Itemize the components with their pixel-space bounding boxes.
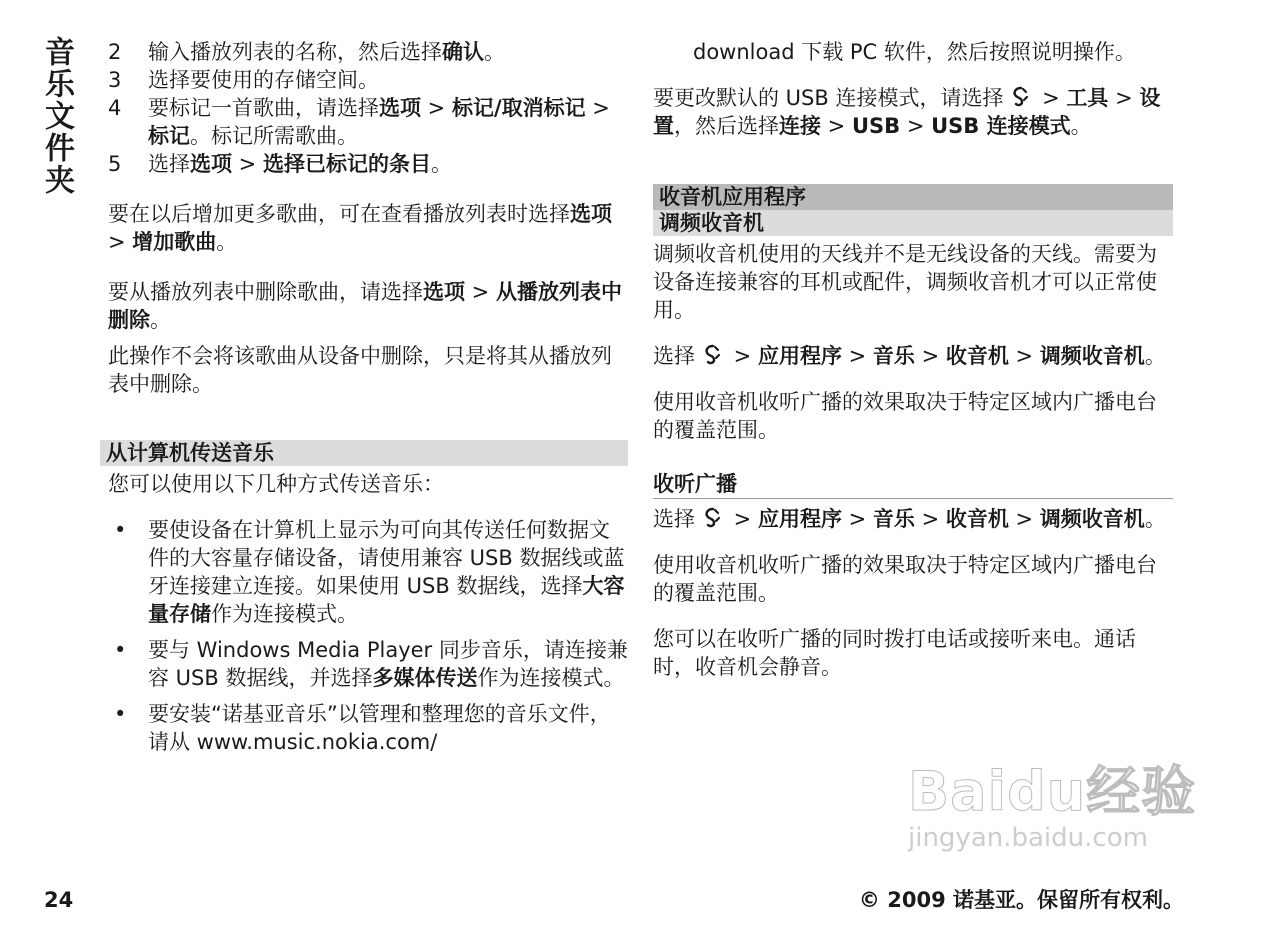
menu-term: USB	[851, 114, 901, 138]
fm-select-path: 选择 > 应用程序 > 音乐 > 收音机 > 调频收音机。	[653, 344, 1166, 368]
menu-term: 收音机	[945, 344, 1009, 368]
menu-term: USB 连接模式	[931, 114, 1071, 138]
step-number: 4	[108, 96, 122, 120]
menu-term: 选项	[190, 152, 232, 176]
menu-term: 增加歌曲	[132, 230, 217, 254]
menu-term: 选项	[423, 280, 465, 304]
listen-coverage-paragraph: 使用收音机收听广播的效果取决于特定区域内广播电台的覆盖范围。	[653, 553, 1157, 605]
menu-term: 音乐	[872, 507, 915, 531]
section-title-transfer: 从计算机传送音乐	[100, 440, 628, 466]
left-column	[108, 38, 628, 756]
menu-term: 选项	[379, 96, 421, 120]
page-number: 24	[44, 888, 74, 912]
menu-term: 标记	[148, 124, 190, 148]
menu-term: 从播放列表中删除	[108, 280, 622, 332]
subsection-title-listen: 收听广播	[653, 470, 1173, 499]
bullet-item	[108, 636, 628, 692]
menu-term: 多媒体传送	[372, 666, 478, 690]
watermark-url: jingyan.baidu.com	[908, 823, 1148, 853]
copyright-notice: © 2009 诺基亚。保留所有权利。	[858, 888, 1184, 912]
bullet-marker: •	[114, 518, 127, 542]
step-item	[108, 38, 628, 66]
apps-menu-icon	[701, 343, 721, 367]
step-number: 3	[108, 68, 122, 92]
delete-note-paragraph: 此操作不会将该歌曲从设备中删除，只是将其从播放列表中删除。	[108, 344, 612, 396]
menu-term: 连接	[779, 114, 821, 138]
continuation-text: download 下载 PC 软件，然后按照说明操作。	[693, 40, 1136, 64]
transfer-bullets	[108, 516, 628, 756]
bullet-marker: •	[114, 702, 127, 726]
bullet-item	[108, 516, 628, 628]
step-text: 要标记一首歌曲，请选择选项 > 标记/取消标记 > 标记。标记所需歌曲。	[148, 96, 610, 148]
transfer-intro: 您可以使用以下几种方式传送音乐：	[108, 472, 444, 496]
bullet-text: 要安装“诺基亚音乐”以管理和整理您的音乐文件，请从 www.music.nokia.com/	[148, 702, 611, 754]
bullet-text: 要与 Windows Media Player 同步音乐，请连接兼容 USB 数据线，并选择多媒体传送作为连接模式。	[148, 638, 628, 690]
bullet-marker: •	[114, 638, 127, 662]
menu-term: 工具	[1066, 86, 1109, 110]
bullet-text: 要使设备在计算机上显示为可向其传送任何数据文件的大容量存储设备，请使用兼容 USB 数据线或蓝牙连接建立连接。如果使用 USB 数据线，选择大容量存储作为连接模式。	[148, 518, 625, 626]
section-title-radio-app: 收音机应用程序	[653, 184, 1173, 210]
usb-mode-paragraph: 要更改默认的 USB 连接模式，请选择 > 工具 > 设置，然后选择连接 > USB > USB 连接模式。	[653, 86, 1161, 138]
menu-term: 选项	[570, 202, 612, 226]
step-item	[108, 94, 628, 150]
apps-menu-icon	[1009, 85, 1029, 109]
fm-coverage-paragraph: 使用收音机收听广播的效果取决于特定区域内广播电台的覆盖范围。	[653, 390, 1157, 442]
apps-menu-icon	[701, 506, 721, 530]
delete-songs-paragraph: 要从播放列表中删除歌曲，请选择选项 > 从播放列表中删除。	[108, 280, 622, 332]
watermark-brand: Baidu经验	[908, 760, 1197, 823]
baidu-watermark	[908, 762, 1208, 872]
steps-list	[108, 38, 628, 178]
step-item	[108, 150, 628, 178]
chapter-side-title: 音乐文件夹	[39, 36, 74, 196]
menu-term: 音乐	[872, 344, 915, 368]
fm-antenna-paragraph: 调频收音机使用的天线并不是无线设备的天线。需要为设备连接兼容的耳机或配件，调频收音机才可以正常使用。	[653, 242, 1157, 322]
menu-term: 调频收音机	[1039, 507, 1145, 531]
menu-term: 应用程序	[757, 344, 842, 368]
add-songs-paragraph: 要在以后增加更多歌曲，可在查看播放列表时选择选项 > 增加歌曲。	[108, 202, 612, 254]
right-column	[653, 38, 1173, 681]
step-number: 2	[108, 40, 122, 64]
menu-term: 应用程序	[757, 507, 842, 531]
menu-term: 大容量存储	[148, 574, 625, 626]
bullet-item	[108, 700, 628, 756]
step-number: 5	[108, 152, 122, 176]
subsection-title-fm-radio: 调频收音机	[653, 210, 1173, 236]
menu-term: 调频收音机	[1039, 344, 1145, 368]
menu-term: 标记/取消标记	[451, 96, 586, 120]
step-text: 选择要使用的存储空间。	[148, 68, 379, 92]
step-item	[108, 66, 628, 94]
menu-term: 收音机	[945, 507, 1009, 531]
step-text: 输入播放列表的名称，然后选择确认。	[148, 40, 505, 64]
menu-term: 确认	[442, 40, 484, 64]
step-text: 选择选项 > 选择已标记的条目。	[148, 152, 452, 176]
menu-term: 设置	[653, 86, 1161, 138]
menu-term: 选择已标记的条目	[262, 152, 431, 176]
listen-select-path: 选择 > 应用程序 > 音乐 > 收音机 > 调频收音机。	[653, 507, 1166, 531]
listen-call-paragraph: 您可以在收听广播的同时拨打电话或接听来电。通话时，收音机会静音。	[653, 627, 1136, 679]
